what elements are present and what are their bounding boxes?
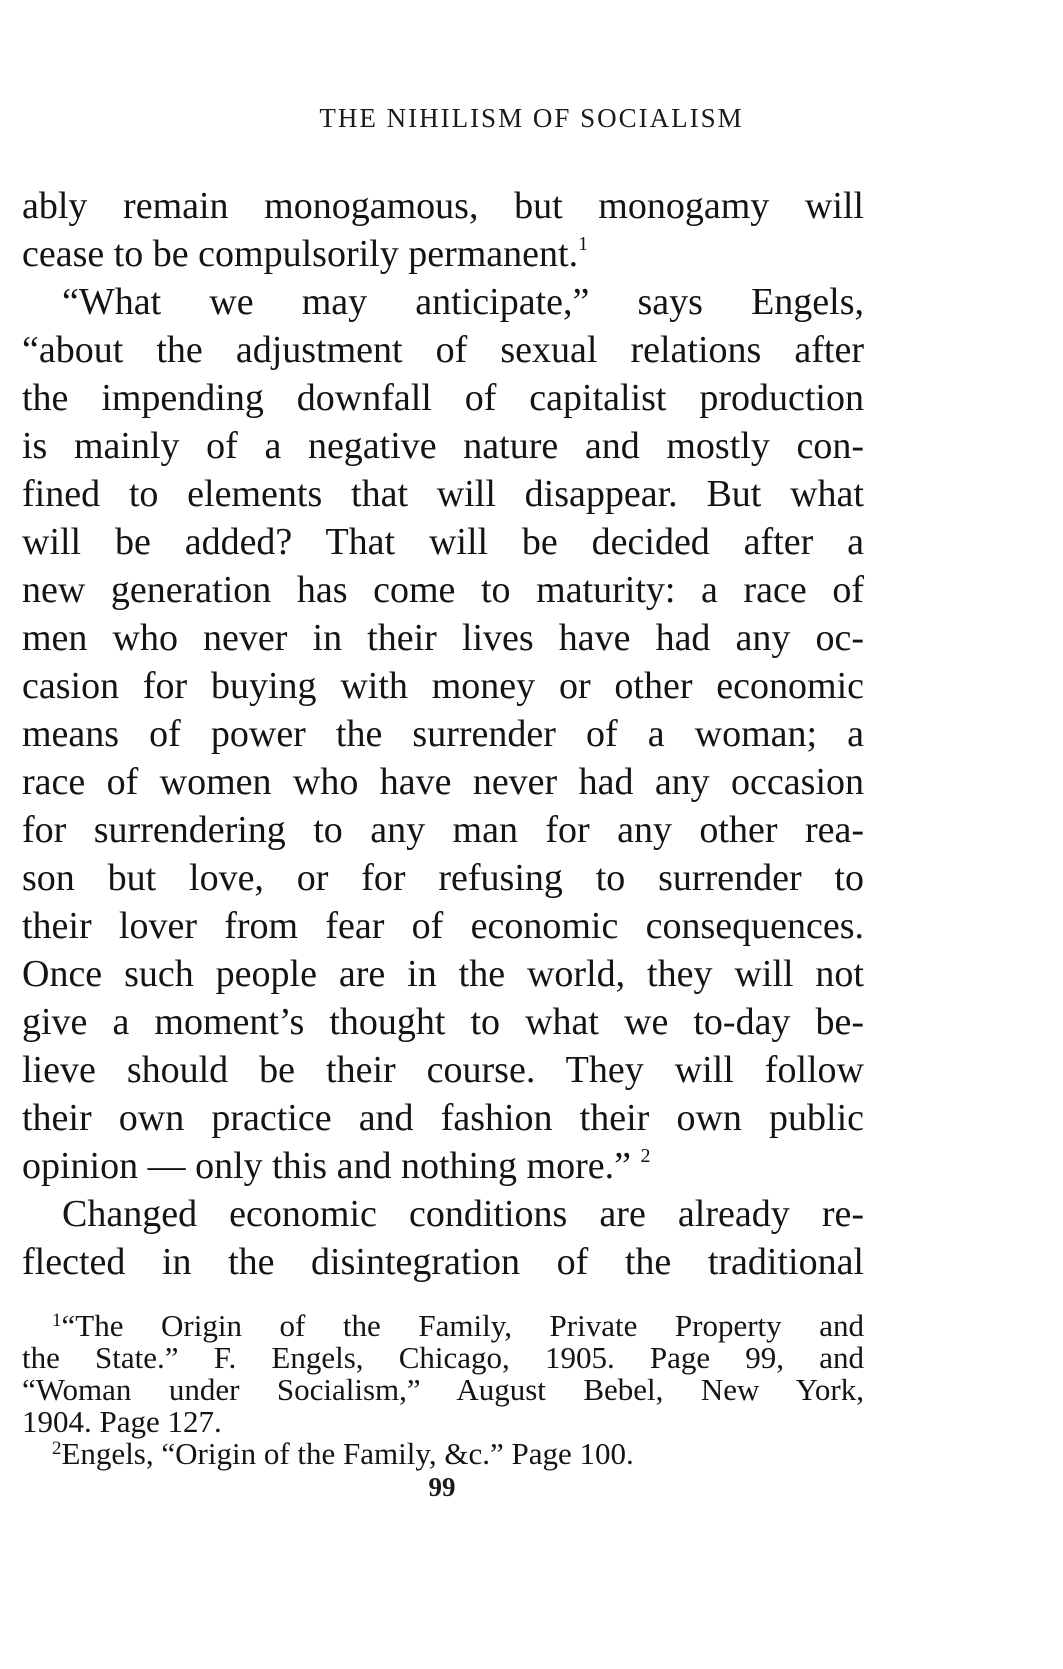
text-line: their lover from fear of economic consequences.: [22, 905, 864, 947]
text-line: fined to elements that will disappear. But what: [22, 473, 864, 515]
text-line: cease to be compulsorily permanent.$^1$: [22, 233, 589, 275]
text-line: for surrendering to any man for any other rea-: [22, 809, 864, 851]
text-line: Changed economic conditions are already re-: [62, 1193, 864, 1235]
text-line: the impending downfall of capitalist production: [22, 377, 864, 419]
body-text: [22, 182, 864, 1286]
text-line: lieve should be their course. They will follow: [22, 1049, 864, 1091]
text-line: ably remain monogamous, but monogamy will: [22, 185, 864, 227]
text-line: opinion — only this and nothing more.” $^2$: [22, 1145, 651, 1187]
text-line: “What we may anticipate,” says Engels,: [62, 281, 864, 323]
footnote-mark: 1: [52, 1310, 62, 1331]
text-line: new generation has come to maturity: a race of: [22, 569, 864, 611]
footnote-ref: 1: [578, 233, 589, 255]
text-line: casion for buying with money or other economic: [22, 665, 864, 707]
footnote-ref: 2: [640, 1145, 651, 1167]
text-line: men who never in their lives have had any oc-: [22, 617, 864, 659]
text-line: means of power the surrender of a woman; a: [22, 713, 864, 755]
footnote-mark: 2: [52, 1438, 62, 1459]
footnote-line: $^2$Engels, “Origin of the Family, &c.” Page 100.: [52, 1436, 634, 1471]
footnote-line: “Woman under Socialism,” August Bebel, New York,: [22, 1372, 864, 1407]
text-line: is mainly of a negative nature and mostly con-: [22, 425, 864, 467]
text-line: “about the adjustment of sexual relations after: [22, 329, 864, 371]
running-title: THE NIHILISM OF SOCIALISM: [319, 103, 744, 133]
footnote-line: the State.” F. Engels, Chicago, 1905. Page 99, and: [22, 1340, 864, 1375]
text-line: race of women who have never had any occasion: [22, 761, 864, 803]
text-line: flected in the disintegration of the traditional: [22, 1241, 864, 1283]
footnote-line: 1904. Page 127.: [22, 1404, 222, 1439]
footnotes: [22, 1310, 864, 1470]
text-line: Once such people are in the world, they will not: [22, 953, 864, 995]
page-number: 99: [428, 1472, 456, 1502]
footnote-line: $^1$“The Origin of the Family, Private Property and: [52, 1308, 864, 1343]
text-line: their own practice and fashion their own public: [22, 1097, 864, 1139]
text-line: give a moment’s thought to what we to-day be-: [22, 1001, 864, 1043]
text-line: will be added? That will be decided after a: [22, 521, 864, 563]
text-line: son but love, or for refusing to surrender to: [22, 857, 864, 899]
